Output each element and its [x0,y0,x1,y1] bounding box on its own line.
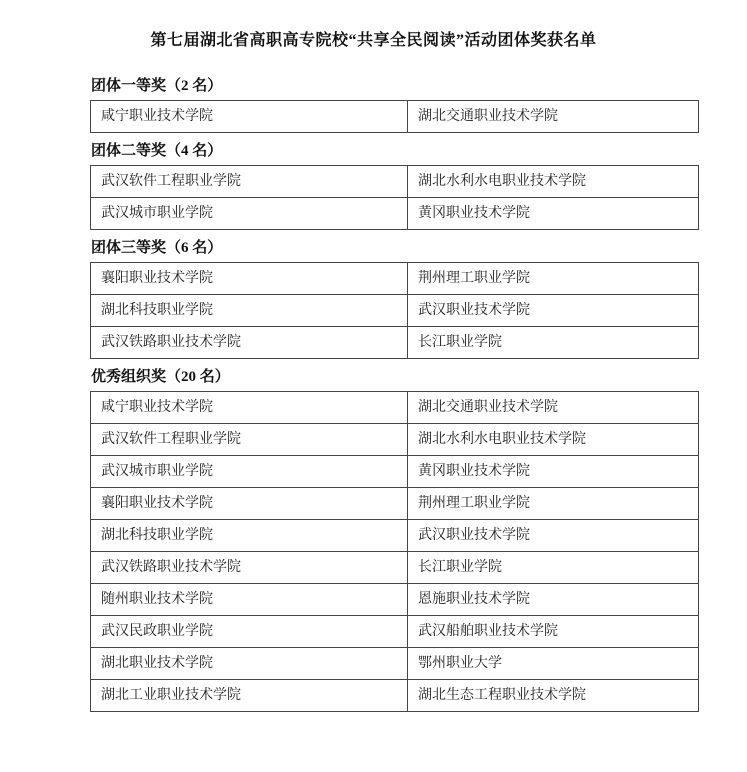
section-heading-excellent-organization: 优秀组织奖（20 名） [91,369,230,385]
section-third-prize [90,239,668,359]
institution-cell: 湖北水利水电职业技术学院 [408,424,699,456]
institution-cell: 黄冈职业技术学院 [408,198,699,230]
award-table-second-prize [90,165,699,230]
table-row [91,327,699,359]
table-row [91,648,699,680]
institution-cell: 武汉民政职业学院 [91,616,408,648]
table-row [91,680,699,712]
section-heading-second-prize: 团体二等奖（4 名） [91,143,223,159]
page-title: 第七届湖北省高职高专院校“共享全民阅读”活动团体奖获名单 [150,32,597,49]
table-row [91,616,699,648]
institution-cell: 荆州理工职业学院 [408,263,699,295]
institution-cell: 武汉职业技术学院 [408,295,699,327]
table-row [91,488,699,520]
award-table-excellent-organization [90,391,699,712]
section-heading-first-prize: 团体一等奖（2 名） [91,78,223,94]
institution-cell: 武汉船舶职业技术学院 [408,616,699,648]
institution-cell: 随州职业技术学院 [91,584,408,616]
table-row [91,456,699,488]
institution-cell: 武汉软件工程职业学院 [91,166,408,198]
institution-cell: 湖北职业技术学院 [91,648,408,680]
section-excellent-organization [90,368,668,712]
institution-cell: 湖北科技职业学院 [91,295,408,327]
table-row [91,166,699,198]
institution-cell: 武汉软件工程职业学院 [91,424,408,456]
institution-cell: 襄阳职业技术学院 [91,488,408,520]
award-table-third-prize [90,262,699,359]
institution-cell: 武汉城市职业学院 [91,456,408,488]
institution-cell: 恩施职业技术学院 [408,584,699,616]
institution-cell: 咸宁职业技术学院 [91,392,408,424]
institution-cell: 咸宁职业技术学院 [91,101,408,133]
institution-cell: 湖北科技职业学院 [91,520,408,552]
table-row [91,552,699,584]
table-row [91,520,699,552]
institution-cell: 武汉职业技术学院 [408,520,699,552]
institution-cell: 襄阳职业技术学院 [91,263,408,295]
institution-cell: 武汉铁路职业技术学院 [91,552,408,584]
institution-cell: 鄂州职业大学 [408,648,699,680]
institution-cell: 长江职业学院 [408,327,699,359]
document-content [90,77,668,712]
section-heading-third-prize: 团体三等奖（6 名） [91,240,223,256]
institution-cell: 湖北生态工程职业技术学院 [408,680,699,712]
award-table-first-prize [90,100,699,133]
section-second-prize [90,142,668,230]
institution-cell: 荆州理工职业学院 [408,488,699,520]
table-row [91,295,699,327]
institution-cell: 长江职业学院 [408,552,699,584]
institution-cell: 湖北水利水电职业技术学院 [408,166,699,198]
table-row [91,424,699,456]
institution-cell: 湖北工业职业技术学院 [91,680,408,712]
table-row [91,101,699,133]
table-row [91,392,699,424]
institution-cell: 黄冈职业技术学院 [408,456,699,488]
table-row [91,198,699,230]
table-row [91,263,699,295]
institution-cell: 湖北交通职业技术学院 [408,101,699,133]
institution-cell: 武汉城市职业学院 [91,198,408,230]
institution-cell: 武汉铁路职业技术学院 [91,327,408,359]
section-first-prize [90,77,668,133]
table-row [91,584,699,616]
institution-cell: 湖北交通职业技术学院 [408,392,699,424]
